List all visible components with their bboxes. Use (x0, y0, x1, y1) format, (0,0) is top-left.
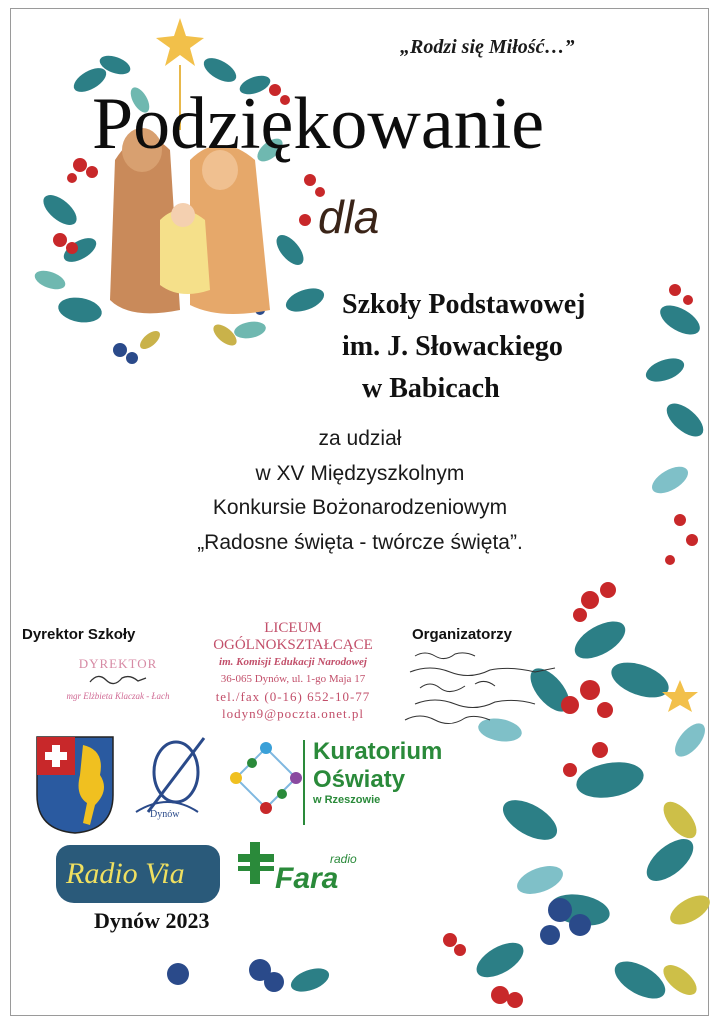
school-stamp-line-1: LICEUM OGÓLNOKSZTAŁCĄCE (213, 620, 373, 653)
school-stamp-line-5: lodyn9@poczta.onet.pl (222, 706, 364, 721)
kuratorium-line-3: w Rzeszowie (313, 794, 381, 806)
kuratorium-logo (313, 738, 442, 806)
kuratorium-line-2: Oświaty (313, 766, 406, 793)
dynow-logo-text: Dynów (150, 809, 180, 820)
school-stamp-line-2: im. Komisji Edukacji Narodowej (219, 656, 367, 668)
award-reason (100, 422, 620, 560)
footer-year: Dynów 2023 (94, 908, 210, 933)
reason-line-4: „Radosne święta - twórcze święta”. (197, 530, 523, 554)
for-word: dla (318, 191, 380, 243)
page-title: Podziękowanie (92, 83, 545, 165)
fara-cross-icon (236, 840, 276, 886)
motto: „Rodzi się Miłość…” (400, 36, 575, 58)
director-stamp (48, 656, 188, 701)
director-stamp-title: DYREKTOR (78, 656, 158, 671)
radio-fara-small: radio (330, 852, 357, 866)
radio-via-logo (56, 845, 220, 903)
director-label: Dyrektor Szkoły (22, 626, 136, 643)
school-line-1: Szkoły Podstawowej (342, 289, 586, 320)
kuratorium-line-1: Kuratorium (313, 738, 443, 765)
kuratorium-emblem-icon (226, 738, 306, 820)
reason-line-1: za udział (318, 427, 402, 450)
organizers-label: Organizatorzy (412, 626, 513, 643)
nativity-illustration (20, 10, 340, 380)
organizer-signatures (395, 648, 565, 728)
coat-of-arms-icon (35, 735, 115, 835)
school-line-2: im. J. Słowackiego (342, 331, 563, 362)
kuratorium-divider (303, 740, 305, 825)
radio-fara-logo: Fara (275, 862, 339, 895)
director-signature (88, 672, 148, 686)
recipient-school (330, 284, 660, 410)
radio-via-text: Radio Via (66, 857, 185, 890)
director-stamp-name: mgr Elżbieta Klaczak - Łach (66, 691, 170, 701)
school-stamp-line-3: 36-065 Dynów, ul. 1-go Maja 17 (220, 673, 366, 685)
school-stamp (188, 620, 398, 722)
school-line-3: w Babicach (362, 373, 500, 404)
berries-bottom (150, 940, 350, 1010)
reason-line-2: w XV Międzyszkolnym (255, 461, 465, 485)
school-stamp-line-4: tel./fax (0-16) 652-10-77 (215, 689, 371, 704)
reason-line-3: Konkursie Bożonarodzeniowym (212, 496, 508, 519)
